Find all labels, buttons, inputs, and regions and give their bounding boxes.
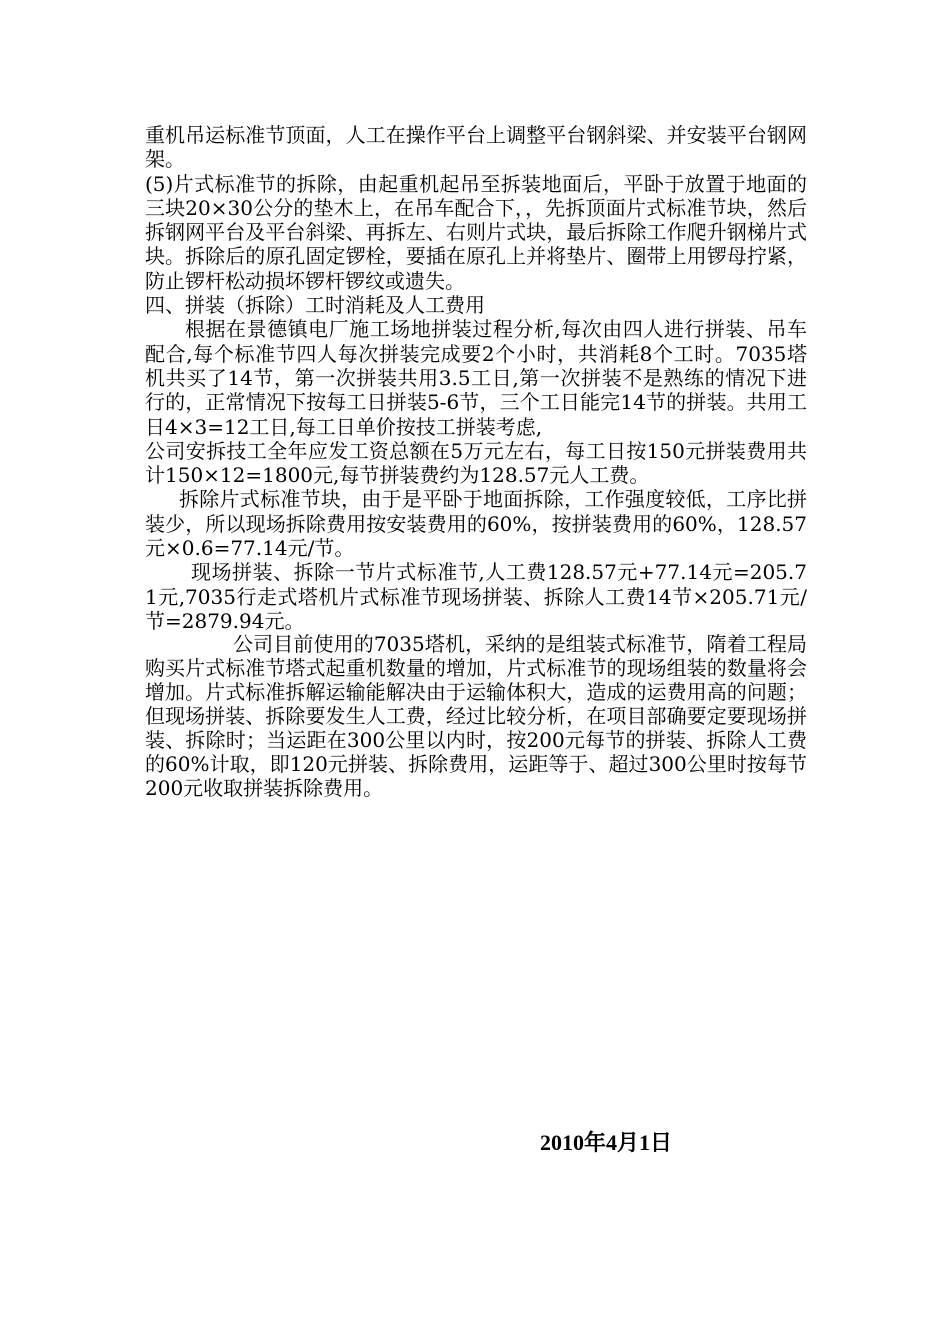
paragraph-assembly-analysis: 根据在景德镇电厂施工场地拼装过程分析,每次由四人进行拼装、吊车配合,每个标准节四人每次拼装完成要2个小时，共消耗8个工时。7035塔机共买了14节，第一次拼装共用3.5工日,第一次拼装不是熟练的情况下进行的，正常情况下按每工日拼装5-6节，三个工日能完14节的拼装。共用工日4×3=12工日,每工日单价按技工拼装考虑, [145,317,807,439]
paragraph-dismantling-cost: 拆除片式标准节块，由于是平卧于地面拆除，工作强度较低，工序比拼装少，所以现场拆除费用按安装费用的60%，按拼装费用的60%，128.57元×0.6=77.14元/节。 [145,487,807,561]
paragraph-assembly-cost: 公司安拆技工全年应发工资总额在5万元左右，每工日按150元拼装费用共计150×12=1800元,每节拼装费约为128.57元人工费。 [145,438,807,488]
paragraph-conclusion: 公司目前使用的7035塔机，采纳的是组装式标准节，隋着工程局购买片式标准节塔式起重机数量的增加，片式标准节的现场组装的数量将会增加。片式标准拆解运输能解决由于运输体积大，造成的运费用高的问题；但现场拼装、拆除要发生人工费，经过比较分析，在项目部确要定要现场拼装、拆除时；当运距在300公里以内时，按200元每节的拼装、拆除人工费的60%计取，即120元拼装、拆除费用，运距等于、超过300公里时按每节200元收取拼装拆除费用。 [145,632,807,800]
paragraph-dismantling-step-5: (5)片式标准节的拆除，由起重机起吊至拆装地面后，平卧于放置于地面的三块20×30公分的垫木上，在吊车配合下，，先拆顶面片式标准节块，然后拆钢网平台及平台斜梁、再拆左、右则片式块，最后拆除工作爬升钢梯片式块。拆除后的原孔固定锣栓，要插在原孔上并将垫片、圈带上用锣母拧紧，防止锣杆松动损坏锣杆锣纹或遗失。 [145,171,807,293]
section-heading-labor-cost: 四、拼装（拆除）工时消耗及人工费用 [145,293,485,318]
document-date: 2010年4月1日 [540,1130,673,1155]
document-body [145,123,807,801]
paragraph-total-labor-cost: 现场拼装、拆除一节片式标准节,人工费128.57元+77.14元=205.71元,7035行走式塔机片式标准节现场拼装、拆除人工费14节×205.71元/节=2879.94元。 [145,560,807,633]
paragraph-installation-continued: 重机吊运标准节顶面，人工在操作平台上调整平台钢斜梁、并安装平台钢网架。 [145,123,807,172]
